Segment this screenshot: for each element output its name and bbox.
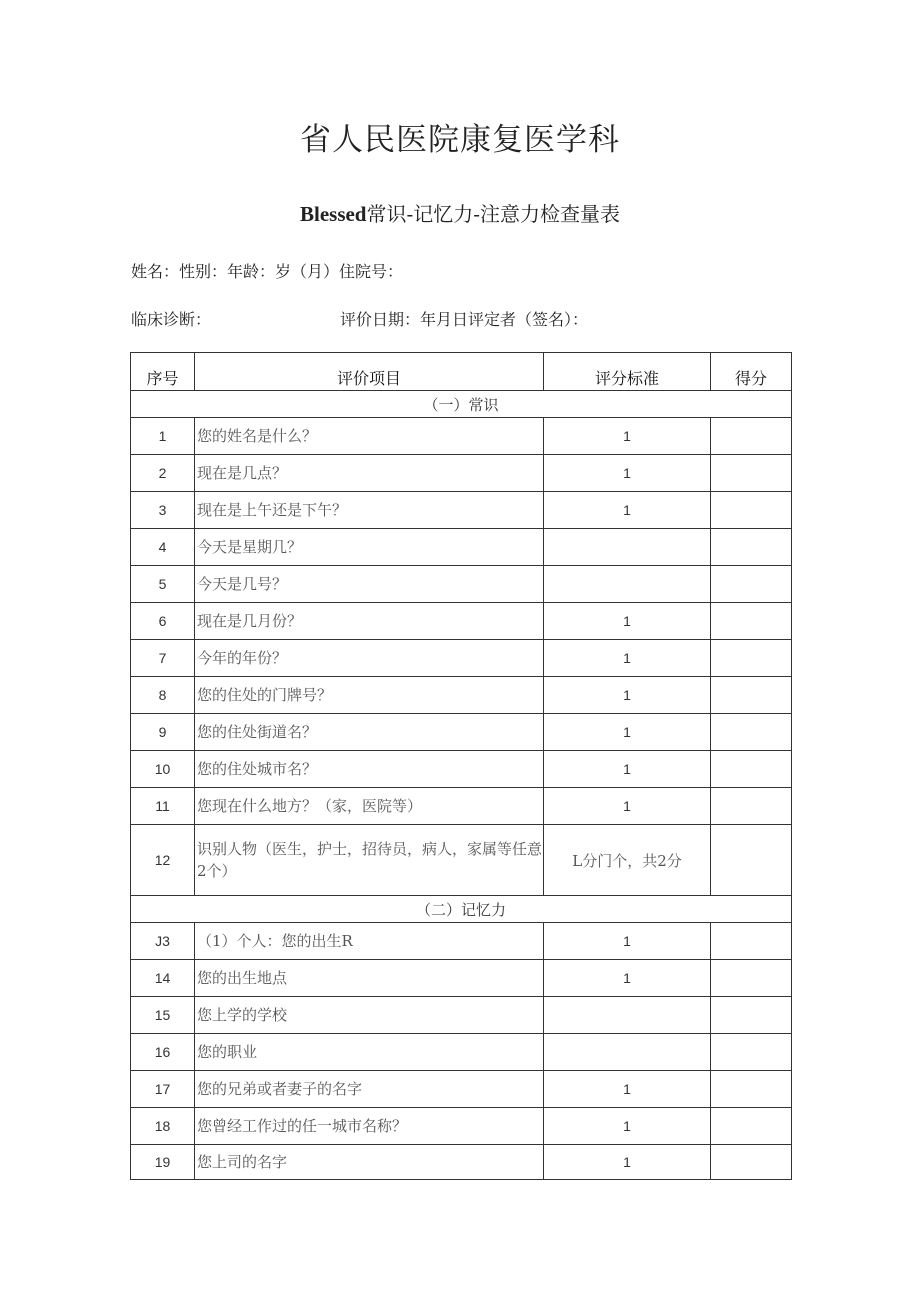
table-row [131,788,792,825]
row-score[interactable] [711,1145,792,1180]
header-standard: 评分标准 [544,353,711,391]
row-score[interactable] [711,751,792,788]
table-row [131,1108,792,1145]
row-standard: 1 [544,640,711,677]
table-row [131,960,792,997]
table-row [131,492,792,529]
row-item: 您的姓名是什么？ [195,418,544,455]
row-score[interactable] [711,1108,792,1145]
row-number: 8 [131,677,195,714]
row-item: 您的职业 [195,1034,544,1071]
row-item: 您现在什么地方？（家，医院等） [195,788,544,825]
row-number: 1 [131,418,195,455]
row-standard: 1 [544,788,711,825]
table-row [131,677,792,714]
row-score[interactable] [711,418,792,455]
evaluation-info: 评价日期：年月日评定者（签名）： [340,310,589,329]
row-item: 现在是几月份？ [195,603,544,640]
row-score[interactable] [711,923,792,960]
table-row [131,529,792,566]
row-score[interactable] [711,714,792,751]
row-number: 10 [131,751,195,788]
row-standard: L分门个，共2分 [544,825,711,896]
table-row [131,640,792,677]
row-number: 12 [131,825,195,896]
row-score[interactable] [711,788,792,825]
row-number: 15 [131,997,195,1034]
row-number: 3 [131,492,195,529]
row-item: 您的住处城市名？ [195,751,544,788]
row-number: 17 [131,1071,195,1108]
row-item: 现在是上午还是下午？ [195,492,544,529]
row-item: 您曾经工作过的任一城市名称？ [195,1108,544,1145]
table-row [131,455,792,492]
table-row [131,1071,792,1108]
row-standard: 1 [544,603,711,640]
row-score[interactable] [711,640,792,677]
row-item: 您上学的学校 [195,997,544,1034]
row-number: 18 [131,1108,195,1145]
row-standard: 1 [544,418,711,455]
table-row [131,825,792,896]
row-standard: 1 [544,923,711,960]
row-item: 今年的年份？ [195,640,544,677]
row-standard: 1 [544,1108,711,1145]
header-item: 评价项目 [195,353,544,391]
row-number: 16 [131,1034,195,1071]
row-number: 11 [131,788,195,825]
row-score[interactable] [711,603,792,640]
row-score[interactable] [711,529,792,566]
header-number: 序号 [131,353,195,391]
row-number: 6 [131,603,195,640]
row-standard: 1 [544,960,711,997]
row-item: 今天是星期几？ [195,529,544,566]
row-standard: 1 [544,455,711,492]
row-standard: 1 [544,677,711,714]
row-score[interactable] [711,677,792,714]
subtitle-rest: 常识-记忆力-注意力检查量表 [366,202,621,226]
table-row [131,714,792,751]
section-general-knowledge: （一）常识 [131,391,792,418]
row-number: 9 [131,714,195,751]
row-number: 19 [131,1145,195,1180]
row-number: 2 [131,455,195,492]
row-item: 您的住处的门牌号？ [195,677,544,714]
form-subtitle [0,198,920,227]
row-score[interactable] [711,492,792,529]
subtitle-bold: Blessed [299,202,367,226]
row-number: 4 [131,529,195,566]
row-number: 5 [131,566,195,603]
row-number: J3 [131,923,195,960]
row-item: 现在是几点？ [195,455,544,492]
table-row [131,418,792,455]
header-score: 得分 [711,353,792,391]
table-row [131,1034,792,1071]
row-item: 今天是几号？ [195,566,544,603]
page-title: 省人民医院康复医学科 [300,122,620,158]
row-number: 7 [131,640,195,677]
row-standard: 1 [544,1145,711,1180]
table-row [131,603,792,640]
patient-info-line: 姓名：性别：年龄：岁（月）住院号： [131,262,404,281]
row-item: 您的出生地点 [195,960,544,997]
table-row [131,997,792,1034]
row-item: 您的住处街道名？ [195,714,544,751]
row-standard: 1 [544,1071,711,1108]
row-score[interactable] [711,1034,792,1071]
row-standard [544,1034,711,1071]
row-score[interactable] [711,455,792,492]
row-item: 识别人物（医生，护士，招待员，病人，家属等任意2个） [195,825,544,896]
row-standard: 1 [544,751,711,788]
table-row [131,751,792,788]
row-score[interactable] [711,960,792,997]
row-standard: 1 [544,714,711,751]
table-row [131,566,792,603]
row-score[interactable] [711,566,792,603]
row-score[interactable] [711,997,792,1034]
row-item: 您上司的名字 [195,1145,544,1180]
table-row [131,1145,792,1180]
table-row [131,923,792,960]
row-score[interactable] [711,825,792,896]
row-standard: 1 [544,492,711,529]
diagnosis-label: 临床诊断： [131,310,212,329]
row-standard [544,529,711,566]
row-item: （1）个人：您的出生R [195,923,544,960]
row-standard [544,997,711,1034]
row-standard [544,566,711,603]
section-memory: （二）记忆力 [131,896,792,923]
row-item: 您的兄弟或者妻子的名字 [195,1071,544,1108]
row-score[interactable] [711,1071,792,1108]
row-number: 14 [131,960,195,997]
assessment-table [130,352,792,1180]
